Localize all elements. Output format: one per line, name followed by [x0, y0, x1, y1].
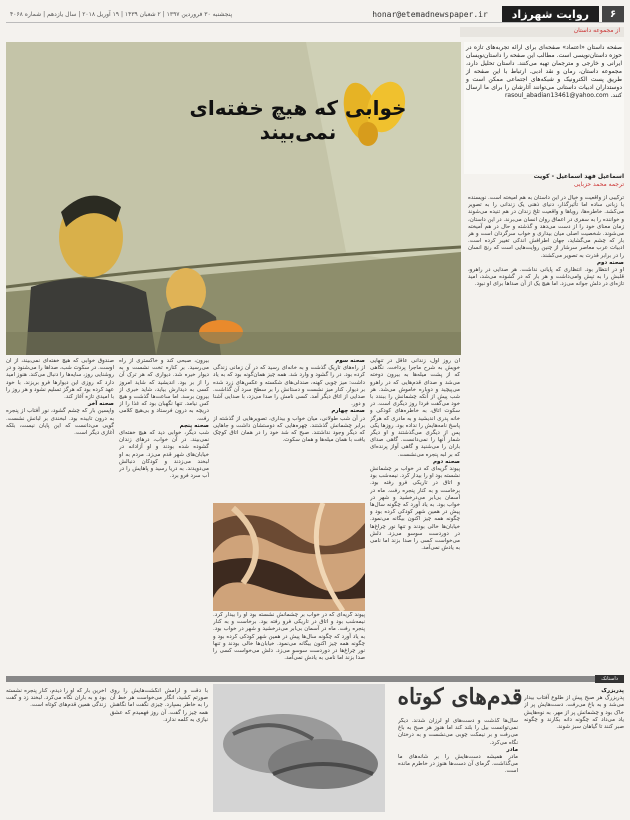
subhead: صحنه دوم: [596, 259, 624, 266]
author-name: اسماعیل فهد اسماعیل - کویت: [533, 173, 624, 180]
article-text: در آن شب طولانی، میان خواب و بیداری، تصویرهایی از گذشته از برابر چشمانش گذشتند. چهره‌هایی که دوستشان داشت و جاهایی که دیگر وجود نداشتند. صبح که شد خود را در همان اتاق کوچک یافت با همان میله‌ها و همان سکوت.: [213, 415, 365, 444]
article-text: پیوند گریه‌ای که در خواب بر چشمانش نشسته بود او را بیدار کرد. نیمه‌شب بود و اتاق در تاریکی فرو رفته بود. برخاست و به کنار پنجره رفت. ماه در آسمان بی‌ابر می‌درخشید و شهر در خواب بود. به یاد آورد که چگونه سال‌ها پیش در همین شهر کودکی کرده بود و چگونه همه چیز اکنون بیگانه می‌نمود. خیابان‌ها خالی بودند و تنها نور چراغ‌ها در دوردست سوسو می‌زد. دلش می‌خواست کسی را صدا بزند اما نامی به یادش نمی‌آمد.: [370, 466, 460, 552]
article-column-1: [6, 358, 114, 673]
article-text: صندوق‌ خوابی که هیچ خفته‌ای نمی‌بیند، از آن اوست. در سکوت شب، صداها را می‌شنود و در روشنایی روز، سایه‌ها را دنبال می‌کند. هنوز امید دارد که روزی این دیوارها فرو بریزند. با خود عهد کرده بود که هرگز تسلیم نشود و هر روز را با امیدی تازه آغاز کند.: [6, 358, 114, 401]
article-text: او در انتظار بود. انتظاری که پایانی نداشت. هر صدایی در راهرو، قلبش را به تپش وامی‌داشت و هر بار که در گشوده می‌شد، امید تازه‌ای در دلش جوانه می‌زد. اما هیچ یک از آن صداها برای او نبود.: [468, 267, 624, 288]
article-text: آخرین بار که او را دیدم، کنار پنجره نشسته بود و به باران نگاه می‌کرد. لبخند زد و گفت زندگی همین قدم‌های کوتاه است.: [6, 688, 106, 709]
bottom-section-title: قدم‌های کوتاه: [397, 684, 523, 710]
article-column-3: [213, 358, 365, 500]
article-text: با دقت و آرامش انگشت‌هایش را روی صورتم کشید، انگار می‌خواست هر خط آن را به خاطر بسپارد. چیزی نگفت اما نگاهش همه چیز را گفت. آن روز فهمیدم که عشق نیازی به کلمه ندارد.: [110, 688, 208, 723]
section-label: داستانک: [595, 675, 624, 683]
bottom-column-2: [398, 718, 518, 816]
subhead: صحنه چهارم: [331, 408, 365, 415]
article-text: مادر همیشه دست‌هایش را بر شانه‌های ما می‌گذاشت. گرمای آن دست‌ها هنوز در خاطرم مانده است.: [398, 754, 518, 775]
article-text: پدربزرگ هر صبح پیش از طلوع آفتاب بیدار می‌شد و به باغ می‌رفت. دست‌هایش پر از خاک بود و چشمانش پر از مهر. به نوه‌هایش یاد می‌داد که چگونه دانه بکارند و چگونه صبر کنند تا گیاهان سبز شوند.: [524, 695, 624, 731]
kicker: از مجموعه داستان: [460, 27, 624, 37]
article-column-3b: [213, 612, 365, 674]
article-text: پیوند گریه‌ای که در خواب بر چشمانش نشسته بود او را بیدار کرد. نیمه‌شب بود و اتاق در تاریکی فرو رفته بود. برخاست و به کنار پنجره رفت. ماه در آسمان بی‌ابر می‌درخشید و شهر در خواب بود. به یاد آورد که چگونه سال‌ها پیش در همین شهر کودکی کرده بود و چگونه همه چیز اکنون بیگانه می‌نمود. خیابان‌ها خالی بودند و تنها نور چراغ‌ها در دوردست سوسو می‌زد. دلش می‌خواست کسی را صدا بزند اما نامی به یادش نمی‌آمد.: [213, 612, 365, 662]
dateline: پنجشنبه ۳۰ فروردین ۱۳۹۷ | ۲ شعبان ۱۴۳۹ | ۱۹ آوریل ۲۰۱۸ | سال یازدهم | شماره ۴۰۶۸: [10, 10, 233, 18]
article-column-4: [370, 358, 460, 673]
byline: [468, 173, 624, 189]
article-text: سال‌ها گذشت و دست‌های او لرزان شدند. دیگر نمی‌توانست بیل را بلند کند اما هنوز هر صبح به باغ می‌رفت و بر نیمکت چوبی می‌نشست و به درختان نگاه می‌کرد.: [398, 718, 518, 746]
hands-photo: [213, 684, 385, 812]
subhead: پدربزرگ: [601, 688, 624, 694]
translator-name: ترجمه محمد حزبایی: [573, 181, 624, 188]
subhead: صحنه سوم: [335, 358, 365, 364]
section-title: روایت شهرزاد: [502, 6, 599, 22]
bottom-column-3: [110, 688, 208, 816]
subhead: صحنه دوم: [432, 458, 460, 465]
story-headline: خوابی که هیچ خفته‌ای نمی‌بیند: [189, 96, 407, 144]
section-email[interactable]: honar@etemadnewspaper.ir: [372, 9, 488, 19]
article-text: از راه‌های تاریک گذشت و به خانه‌ای رسید که در آن زمانی زندگی کرده بود. در را گشود و وارد شد. همه چیز همان‌گونه بود که به یاد داشت: میز چوبی کهنه، صندلی‌های شکسته و عکس‌های زرد شده بر دیوار. کنار میز نشست و دستانش را بر سطح سرد آن گذاشت. صدایی از اتاق دیگر آمد. کسی نامش را صدا می‌زد، با صدایی آشنا و دور.: [213, 365, 365, 408]
page-number: ۶: [602, 6, 624, 22]
article-text: شب دیگر، خوابی دید که هیچ خفته‌ای نمی‌بیند. در آن خواب، درهای زندان گشوده شده بودند و او آزادانه در خیابان‌های شهر قدم می‌زد. مردم به او لبخند می‌زدند و کودکان دنبالش می‌دویدند. به دریا رسید و پاهایش را در آب سرد فرو برد.: [119, 430, 209, 480]
section-divider: [6, 676, 624, 682]
subhead: صحنه آخر: [87, 401, 114, 408]
article-text: بیرون، صبحی کند و خاکستری از راه می‌رسید. بر کناره تخت نشست و به دیوار خیره شد. دیواری که هر ترک آن را از بر بود. اندیشید که شاید امروز کسی به دیدارش بیاید، شاید خبری از بیرون برسد. اما ساعت‌ها گذشت و هیچ کس نیامد. تنها نگهبان بود که غذا را از دریچه به درون فرستاد و بی‌هیچ کلامی رفت.: [119, 358, 209, 422]
article-column-2: [119, 358, 209, 673]
subhead: صحنه پنجم: [179, 422, 209, 429]
brush-artwork: [213, 503, 365, 611]
subhead: مادر: [506, 746, 518, 753]
page-header: [6, 6, 624, 23]
feature-painting: [6, 42, 461, 355]
bottom-column-4: [6, 688, 106, 816]
article-text: واپسین بار که چشم گشود، نور آفتاب از پنجره به درون تابیده بود. لبخندی بر لبانش نشست. گویی می‌دانست که این پایان نیست، بلکه آغازی دیگر است.: [6, 408, 114, 437]
article-column-right: [468, 195, 624, 475]
section-intro-box: صفحه داستان «اعتماد» صفحه‌ای برای ارائه تجربه‌های تازه در حوزه داستان‌نویسی است. مطالب این صفحه را داستان‌نویسان ایرانی و خارجی و مترجمان تهیه می‌کنند. داستان تحلیل دارد، مجموعه داستان، رمان و نقد ادبی. ارتباط با این صفحه از طریق پست الکترونیک و شبکه‌های اجتماعی ممکن است و دوستداران ادبیات داستانی می‌توانند آثارشان را برای ما ارسال کنند. rasoul_abadian13461@yahoo.com: [464, 42, 624, 174]
article-text: ترکیبی از واقعیت و خیال در این داستان به هم آمیخته است. نویسنده با زبانی ساده اما تأثیرگذار، دنیای ذهنی یک زندانی را به تصویر می‌کشد. خاطره‌ها، رویاها و واقعیت تلخ زندان در هم تنیده می‌شوند و خواننده را به سفری در اعماق روان انسان می‌برند. در این داستان، زمان معنای خود را از دست می‌دهد و گذشته و حال در هم آمیخته می‌شوند. شخصیت اصلی میان بیداری و خواب سرگردان است و هر بار که چشم می‌گشاید، جهان اطرافش اندکی تغییر کرده است. ادبیات عرب معاصر سرشار از چنین روایت‌هایی است که رنج انسان را در برابر قدرت به تصویر می‌کشند.: [468, 195, 624, 259]
article-text: آن روز اول، زندانی عاقل در تنهایی خویش به شرح ماجرا پرداخت. نگاهی که از پشت میله‌ها به بیرون دوخته می‌شد و صدای قدم‌هایی که در راهرو می‌پیچید و دوباره خاموش می‌شد. هر شب پیش از آنکه چشمانش را ببندد با خود می‌گفت فردا روز دیگری است. در سکوت اتاق، به خاطره‌های کودکی و خانه پدری اندیشید و به مادری که هرگز پاسخ نامه‌هایش را نداده بود. روزها یکی پس از دیگری می‌گذشتند و او دیگر شمار آنها را نمی‌دانست. گاهی صدای باران را می‌شنید و گاهی آواز پرنده‌ای که بر لبه پنجره می‌نشست.: [370, 358, 460, 458]
bottom-column-1: [524, 688, 624, 816]
